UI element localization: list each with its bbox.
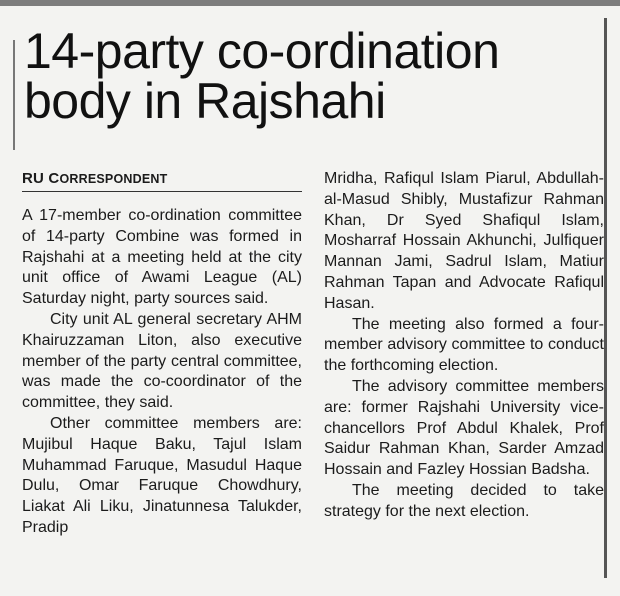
paragraph-coordinator: City unit AL general secretary AHM Khairuzzaman Liton, also executive member of the party central committee, was made the co-coordinator of the committee, they said. [22, 310, 302, 412]
page-top-border [0, 0, 620, 6]
byline-smallcaps: ORRESPONDENT [59, 172, 168, 186]
paragraph-advisory-members: The advisory committee members are: former Rajshahi University vice-chancellors Prof Abdul Khalek, Prof Saidur Rahman Khan, Sarder Amzad Hossain and Fazley Hossian Badsha. [324, 377, 604, 479]
article-column-2 [324, 169, 604, 523]
paragraph-intro: A 17-member co-ordination committee of 14-party Combine was formed in Rajshahi at a meeting held at the city unit office of Awami League (AL) Saturday night, party sources said. [22, 207, 302, 308]
column-rule-left [13, 40, 15, 150]
byline [22, 169, 302, 192]
article-column-1 [22, 169, 302, 539]
paragraph-members-continued: Mridha, Rafiqul Islam Piarul, Abdullah-al-Masud Shibly, Mustafizur Rahman Khan, Dr Syed Shafiqul Islam, Mosharraf Hossain Akhunchi, Julfiquer Mannan Jami, Sadrul Islam, Matiur Rahman Tapan and Advocate Rafiqul Hasan. [324, 170, 604, 312]
paragraph-members-start: Other committee members are: Mujibul Haque Baku, Tajul Islam Muhammad Faruque, Masudul Haque Dulu, Omar Faruque Chowdhury, Liakat Ali Liku, Jinatunnesa Talukder, Pradip [22, 414, 302, 536]
paragraph-closing: The meeting decided to take strategy for the next election. [324, 481, 604, 520]
paragraph-advisory: The meeting also formed a four-member advisory committee to conduct the forthcoming election. [324, 315, 604, 375]
byline-initial: RU C [22, 170, 60, 187]
article-headline: 14-party co-ordination body in Rajshahi [24, 23, 500, 129]
column-rule-right [604, 18, 607, 578]
